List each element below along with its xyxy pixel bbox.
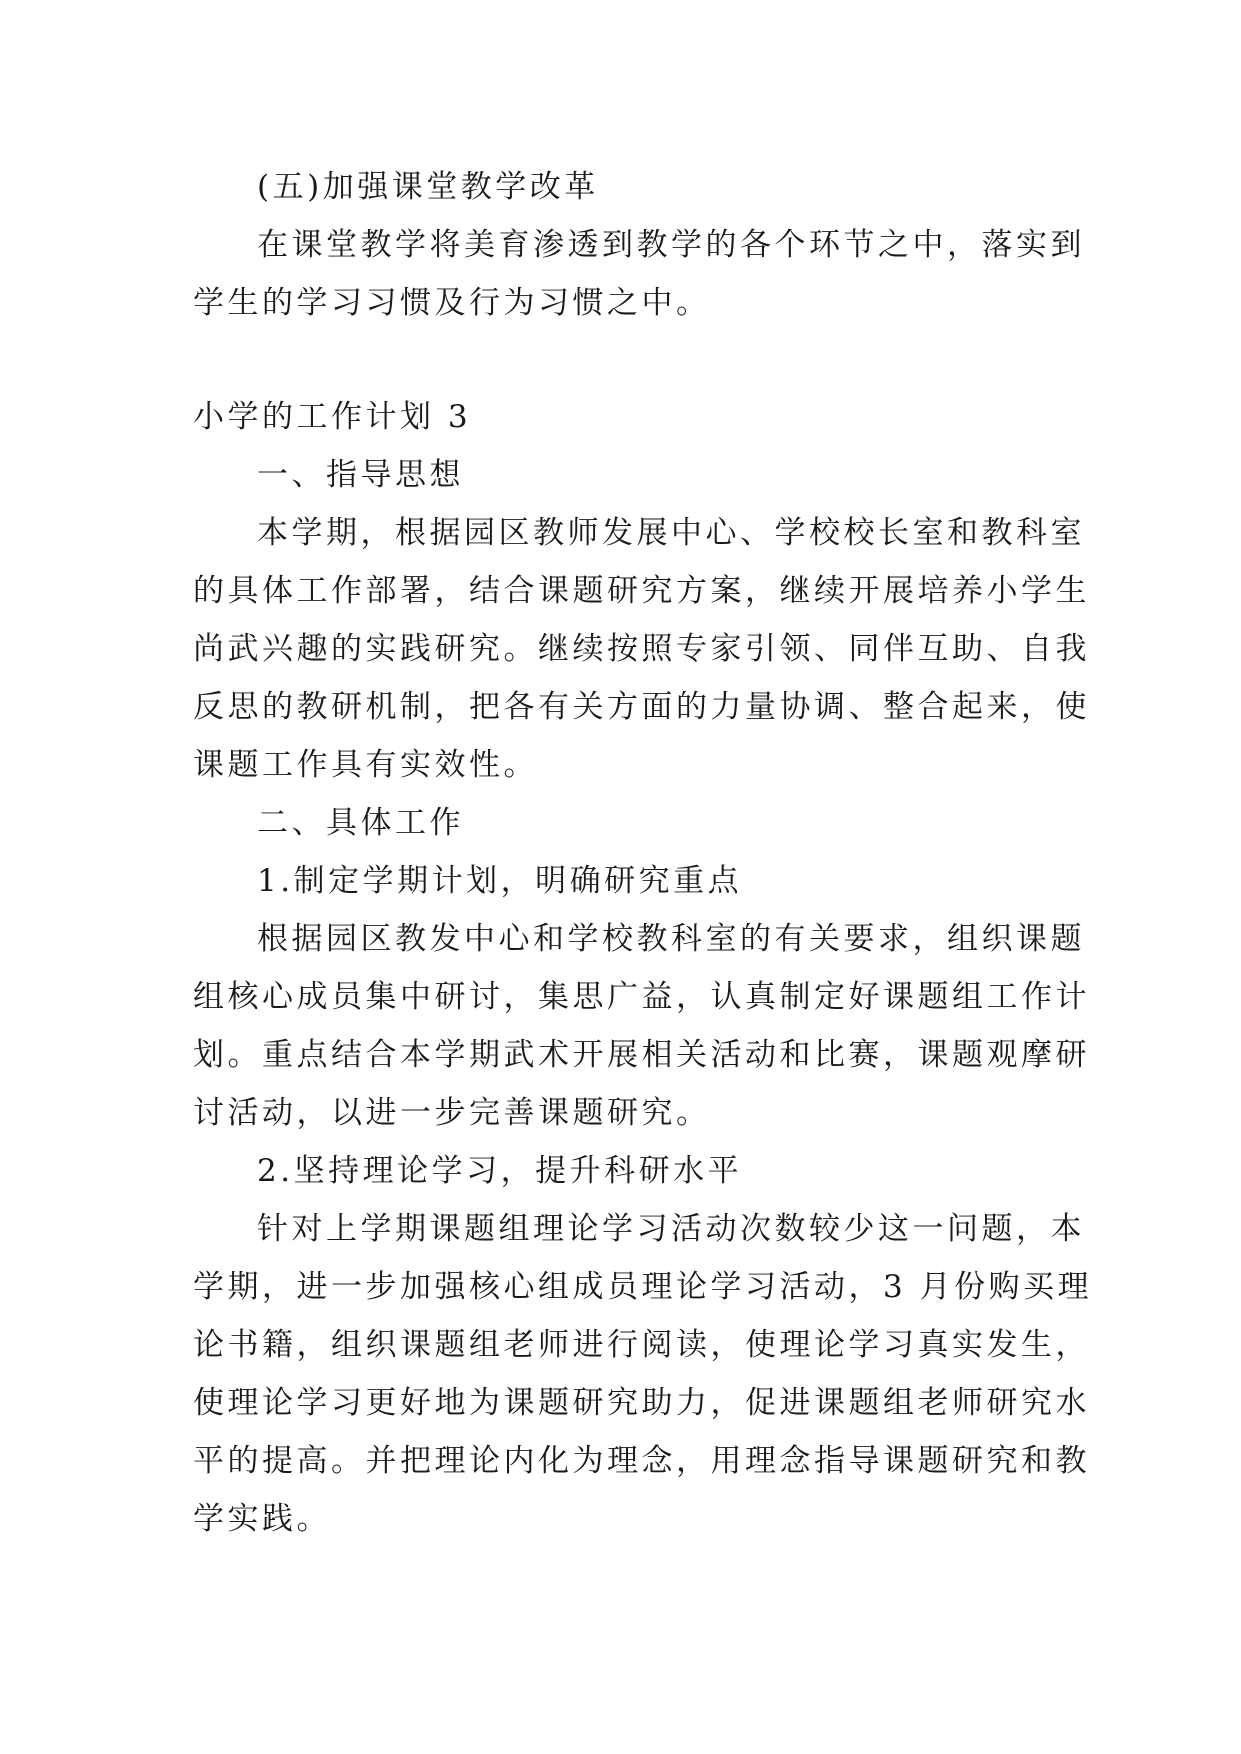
paragraph-line: 尚武兴趣的实践研究。继续按照专家引领、同伴互助、自我 (193, 631, 1090, 667)
paragraph-line: 使理论学习更好地为课题研究助力，促进课题组老师研究水 (193, 1385, 1090, 1421)
plan-title: 小学的工作计划 3 (193, 399, 472, 435)
section-heading-five: (五)加强课堂教学改革 (257, 169, 599, 205)
work-heading: 二、具体工作 (257, 805, 464, 841)
paragraph-line: 反思的教研机制，把各有关方面的力量协调、整合起来，使 (193, 689, 1090, 725)
paragraph-line: 平的提高。并把理论内化为理念，用理念指导课题研究和教 (193, 1443, 1090, 1479)
paragraph-line: 组核心成员集中研讨，集思广益，认真制定好课题组工作计 (193, 979, 1090, 1015)
section-gap (193, 332, 1053, 388)
guiding-heading: 一、指导思想 (257, 457, 464, 493)
paragraph-line: 课题工作具有实效性。 (193, 747, 538, 783)
item1-heading: 1.制定学期计划，明确研究重点 (257, 863, 743, 899)
paragraph-line: 在课堂教学将美育渗透到教学的各个环节之中，落实到 (257, 227, 1085, 263)
paragraph-line: 根据园区教发中心和学校教科室的有关要求，组织课题 (257, 921, 1085, 957)
paragraph-line: 本学期，根据园区教师发展中心、学校校长室和教科室 (257, 515, 1085, 551)
paragraph-line: 学生的学习习惯及行为习惯之中。 (193, 285, 711, 321)
paragraph-line: 针对上学期课题组理论学习活动次数较少这一问题，本 (257, 1211, 1085, 1247)
paragraph-line: 学期，进一步加强核心组成员理论学习活动，3 月份购买理 (193, 1269, 1093, 1305)
paragraph-line: 划。重点结合本学期武术开展相关活动和比赛，课题观摩研 (193, 1037, 1090, 1073)
paragraph-line: 讨活动，以进一步完善课题研究。 (193, 1095, 711, 1131)
document-body (193, 158, 1093, 1548)
item2-heading: 2.坚持理论学习，提升科研水平 (257, 1153, 743, 1189)
paragraph-line: 的具体工作部署，结合课题研究方案，继续开展培养小学生 (193, 573, 1090, 609)
paragraph-line: 论书籍，组织课题组老师进行阅读，使理论学习真实发生， (193, 1327, 1090, 1363)
paragraph-line: 学实践。 (193, 1501, 331, 1537)
